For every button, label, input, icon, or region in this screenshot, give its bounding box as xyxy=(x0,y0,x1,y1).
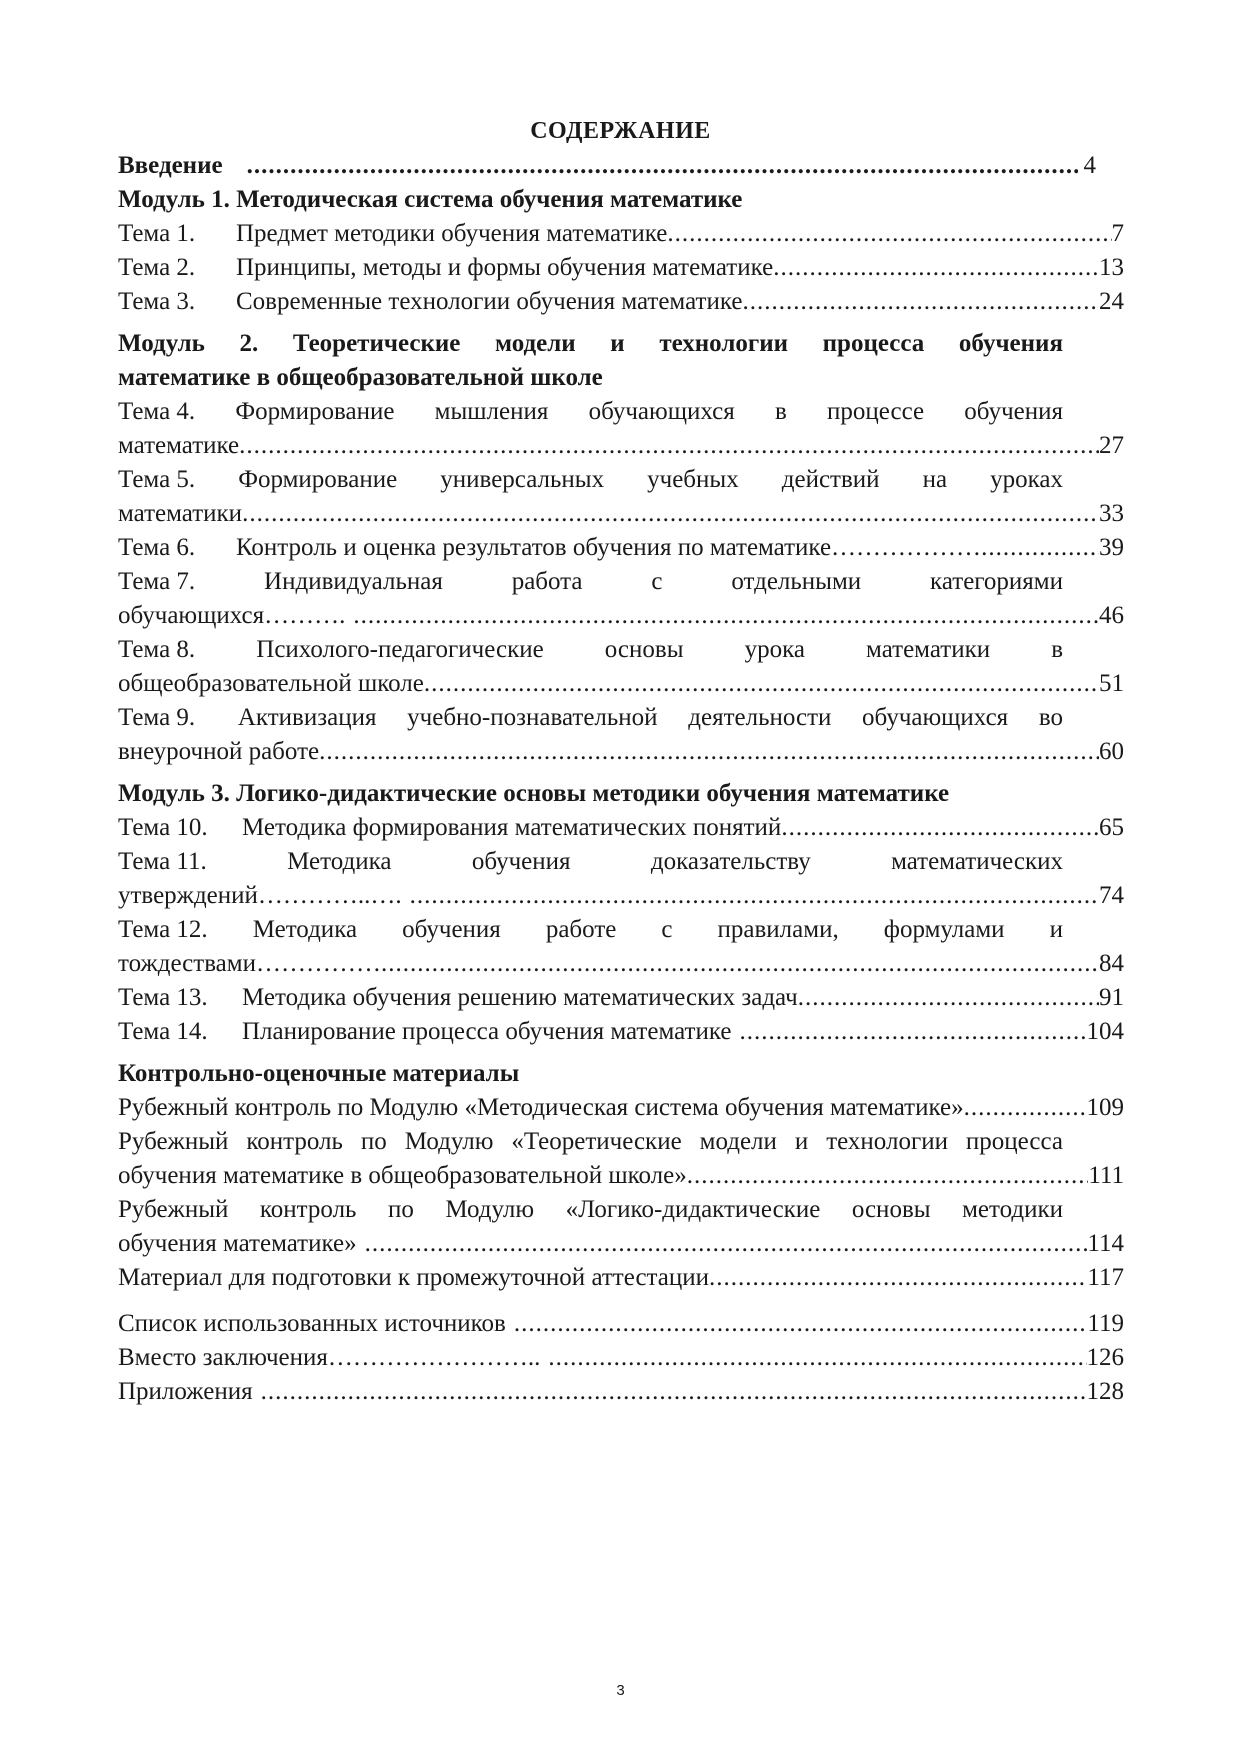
entry-title-continuation: обучения математике» xyxy=(118,1230,357,1257)
entry-title: Материал для подготовки к промежуточной аттестации xyxy=(118,1264,710,1291)
toc-entry-line1[interactable] xyxy=(118,568,1063,602)
entry-title-continuation: математике xyxy=(118,432,240,459)
toc-title: СОДЕРЖАНИЕ xyxy=(530,118,711,144)
toc-entry-line2[interactable] xyxy=(118,500,1124,534)
dot-leader xyxy=(410,882,1099,910)
topic-number: Тема 14. xyxy=(118,1018,208,1045)
dot-leader xyxy=(773,254,1099,282)
toc-entry[interactable] xyxy=(118,220,1124,254)
entry-title: Список использованных источников xyxy=(118,1310,506,1337)
entry-title-continuation: общеобразовательной школе xyxy=(118,670,424,697)
entry-title-continuation: обучения математике в общеобразовательной школе» xyxy=(118,1162,687,1189)
topic-number: Тема 9. xyxy=(118,704,196,731)
entry-page: 27 xyxy=(1099,432,1124,459)
dot-leader xyxy=(365,1230,1088,1258)
toc-entry[interactable] xyxy=(118,1018,1124,1052)
topic-number: Тема 7. xyxy=(118,568,196,595)
toc-entry-line2[interactable] xyxy=(118,882,1124,916)
entry-page: 128 xyxy=(1086,1378,1124,1405)
entry-title: Рубежный контроль по Модулю «Методическая система обучения математике» xyxy=(118,1094,964,1121)
dot-leader xyxy=(424,670,1099,698)
entry-title: Формирование мышления обучающихся в процессе обучения xyxy=(235,398,1063,425)
dot-leader xyxy=(981,534,1099,562)
toc-entry-conclusion[interactable] xyxy=(118,1344,1124,1378)
toc-entry-intro[interactable] xyxy=(118,152,1124,186)
dot-leader xyxy=(687,1162,1089,1190)
dot-leader xyxy=(548,1344,1086,1372)
entry-page: 46 xyxy=(1099,602,1124,629)
module-heading xyxy=(118,780,1124,814)
topic-number: Тема 3. xyxy=(118,288,196,315)
entry-page: 114 xyxy=(1087,1230,1124,1257)
entry-title-continuation: утверждений…………..…. xyxy=(118,882,402,909)
dot-leader xyxy=(739,1018,1086,1046)
entry-page: 51 xyxy=(1099,670,1124,697)
dot-leader xyxy=(261,1378,1087,1406)
section-heading-text: Контрольно-оценочные материалы xyxy=(118,1060,520,1087)
topic-number: Тема 12. xyxy=(118,916,208,943)
entry-title: Методика обучения решению математических задач xyxy=(242,984,798,1011)
entry-page: 117 xyxy=(1087,1264,1124,1291)
entry-title: Предмет методики обучения математике xyxy=(236,220,668,247)
entry-page: 13 xyxy=(1099,254,1124,281)
dot-leader xyxy=(709,1264,1087,1292)
module-heading-text: Модуль 1. Методическая система обучения математике xyxy=(118,186,743,213)
toc-entry-line2[interactable] xyxy=(118,670,1124,704)
toc-entry-line2[interactable] xyxy=(118,950,1124,984)
entry-page: 65 xyxy=(1099,814,1124,841)
entry-title: Активизация учебно-познавательной деятельности обучающихся во xyxy=(237,704,1063,731)
toc-entry[interactable] xyxy=(118,1264,1124,1298)
dot-leader xyxy=(239,432,1099,460)
toc-entry-line2[interactable] xyxy=(118,432,1124,466)
entry-page: 111 xyxy=(1088,1162,1124,1189)
entry-page: 7 xyxy=(1111,220,1124,247)
toc-entry-line1[interactable]: Рубежный контроль по Модулю «Логико-дидактические основы методики xyxy=(118,1196,1063,1223)
entry-title-continuation: тождествами…………… xyxy=(118,950,381,977)
entry-page: 24 xyxy=(1099,288,1124,315)
entry-title: Приложения xyxy=(118,1378,253,1405)
toc-entry-line2[interactable] xyxy=(118,738,1124,772)
entry-title: Индивидуальная работа с отдельными категориями xyxy=(264,568,1063,595)
module-heading-continuation xyxy=(118,364,1124,398)
entry-page: 39 xyxy=(1099,534,1124,561)
entry-page: 91 xyxy=(1099,984,1124,1011)
toc-entry-references[interactable] xyxy=(118,1310,1124,1344)
topic-number: Тема 4. xyxy=(118,398,196,425)
entry-title: Психолого-педагогические основы урока математики в xyxy=(256,636,1063,663)
dot-leader xyxy=(667,220,1111,248)
dot-leader xyxy=(242,500,1099,528)
toc-entry-line1[interactable] xyxy=(118,704,1063,738)
entry-title: Современные технологии обучения математике xyxy=(236,288,743,315)
topic-number: Тема 8. xyxy=(118,636,196,663)
toc-entry[interactable] xyxy=(118,1094,1124,1128)
topic-number: Тема 1. xyxy=(118,220,196,247)
entry-page: 104 xyxy=(1086,1018,1124,1045)
entry-title: Формирование универсальных учебных действий на уроках xyxy=(238,466,1063,493)
module-heading xyxy=(118,186,1124,220)
entry-title: Вместо заключения…………………….. xyxy=(118,1344,541,1371)
toc-entry-line1[interactable] xyxy=(118,916,1063,950)
toc-entry[interactable] xyxy=(118,534,1124,568)
module-heading: Модуль 2. Теоретические модели и технологии процесса обучения xyxy=(118,330,1063,357)
toc-entry[interactable] xyxy=(118,984,1124,1018)
entry-page: 33 xyxy=(1099,500,1124,527)
dot-leader xyxy=(742,288,1099,316)
topic-number: Тема 11. xyxy=(118,848,207,875)
toc-entry-line1[interactable] xyxy=(118,848,1063,882)
topic-number: Тема 10. xyxy=(118,814,208,841)
dot-leader xyxy=(781,814,1099,842)
entry-title: Введение xyxy=(118,152,223,179)
entry-page: 4 xyxy=(1083,152,1096,179)
entry-page: 74 xyxy=(1099,882,1124,909)
dot-leader xyxy=(514,1310,1088,1338)
toc-entry-line2[interactable] xyxy=(118,1162,1124,1196)
toc-entry-line2[interactable] xyxy=(118,1230,1124,1264)
dot-leader xyxy=(247,152,1078,180)
dot-leader xyxy=(964,1094,1087,1122)
entry-title: Методика обучения доказательству математических xyxy=(287,848,1063,875)
entry-title: Принципы, методы и формы обучения математике xyxy=(236,254,774,281)
entry-title-continuation: внеурочной работе xyxy=(118,738,320,765)
entry-title-continuation: обучающихся………. xyxy=(118,602,346,629)
entry-title: Контроль и оценка результатов обучения по математике……………… xyxy=(236,534,982,561)
dot-leader xyxy=(353,602,1099,630)
entry-page: 84 xyxy=(1099,950,1124,977)
entry-page: 60 xyxy=(1099,738,1124,765)
toc-entry-line1[interactable] xyxy=(118,398,1063,432)
page-number: 3 xyxy=(616,1682,625,1699)
entry-title: Методика формирования математических понятий xyxy=(242,814,782,841)
section-heading xyxy=(118,1060,1124,1094)
entry-title-continuation: математики xyxy=(118,500,243,527)
toc-entry-appendices[interactable] xyxy=(118,1378,1124,1412)
entry-page: 126 xyxy=(1086,1344,1124,1371)
topic-number: Тема 5. xyxy=(118,466,196,493)
module-heading-text: математике в общеобразовательной школе xyxy=(118,364,603,391)
toc-entry[interactable] xyxy=(118,814,1124,848)
topic-number: Тема 13. xyxy=(118,984,208,1011)
module-heading-text: Модуль 3. Логико-дидактические основы методики обучения математике xyxy=(118,780,950,807)
dot-leader xyxy=(319,738,1099,766)
entry-page: 119 xyxy=(1087,1310,1124,1337)
toc-entry-line1[interactable] xyxy=(118,466,1063,500)
entry-title: Планирование процесса обучения математике xyxy=(242,1018,732,1045)
toc-entry-line1[interactable]: Рубежный контроль по Модулю «Теоретические модели и технологии процесса xyxy=(118,1128,1063,1155)
toc-entry-line2[interactable] xyxy=(118,602,1124,636)
entry-page: 109 xyxy=(1086,1094,1124,1121)
topic-number: Тема 2. xyxy=(118,254,196,281)
toc-entry[interactable] xyxy=(118,254,1124,288)
dot-leader xyxy=(798,984,1099,1012)
toc-entry-line1[interactable] xyxy=(118,636,1063,670)
topic-number: Тема 6. xyxy=(118,534,196,561)
dot-leader xyxy=(381,950,1099,978)
entry-title: Методика обучения работе с правилами, формулами и xyxy=(252,916,1063,943)
toc-entry[interactable] xyxy=(118,288,1124,322)
